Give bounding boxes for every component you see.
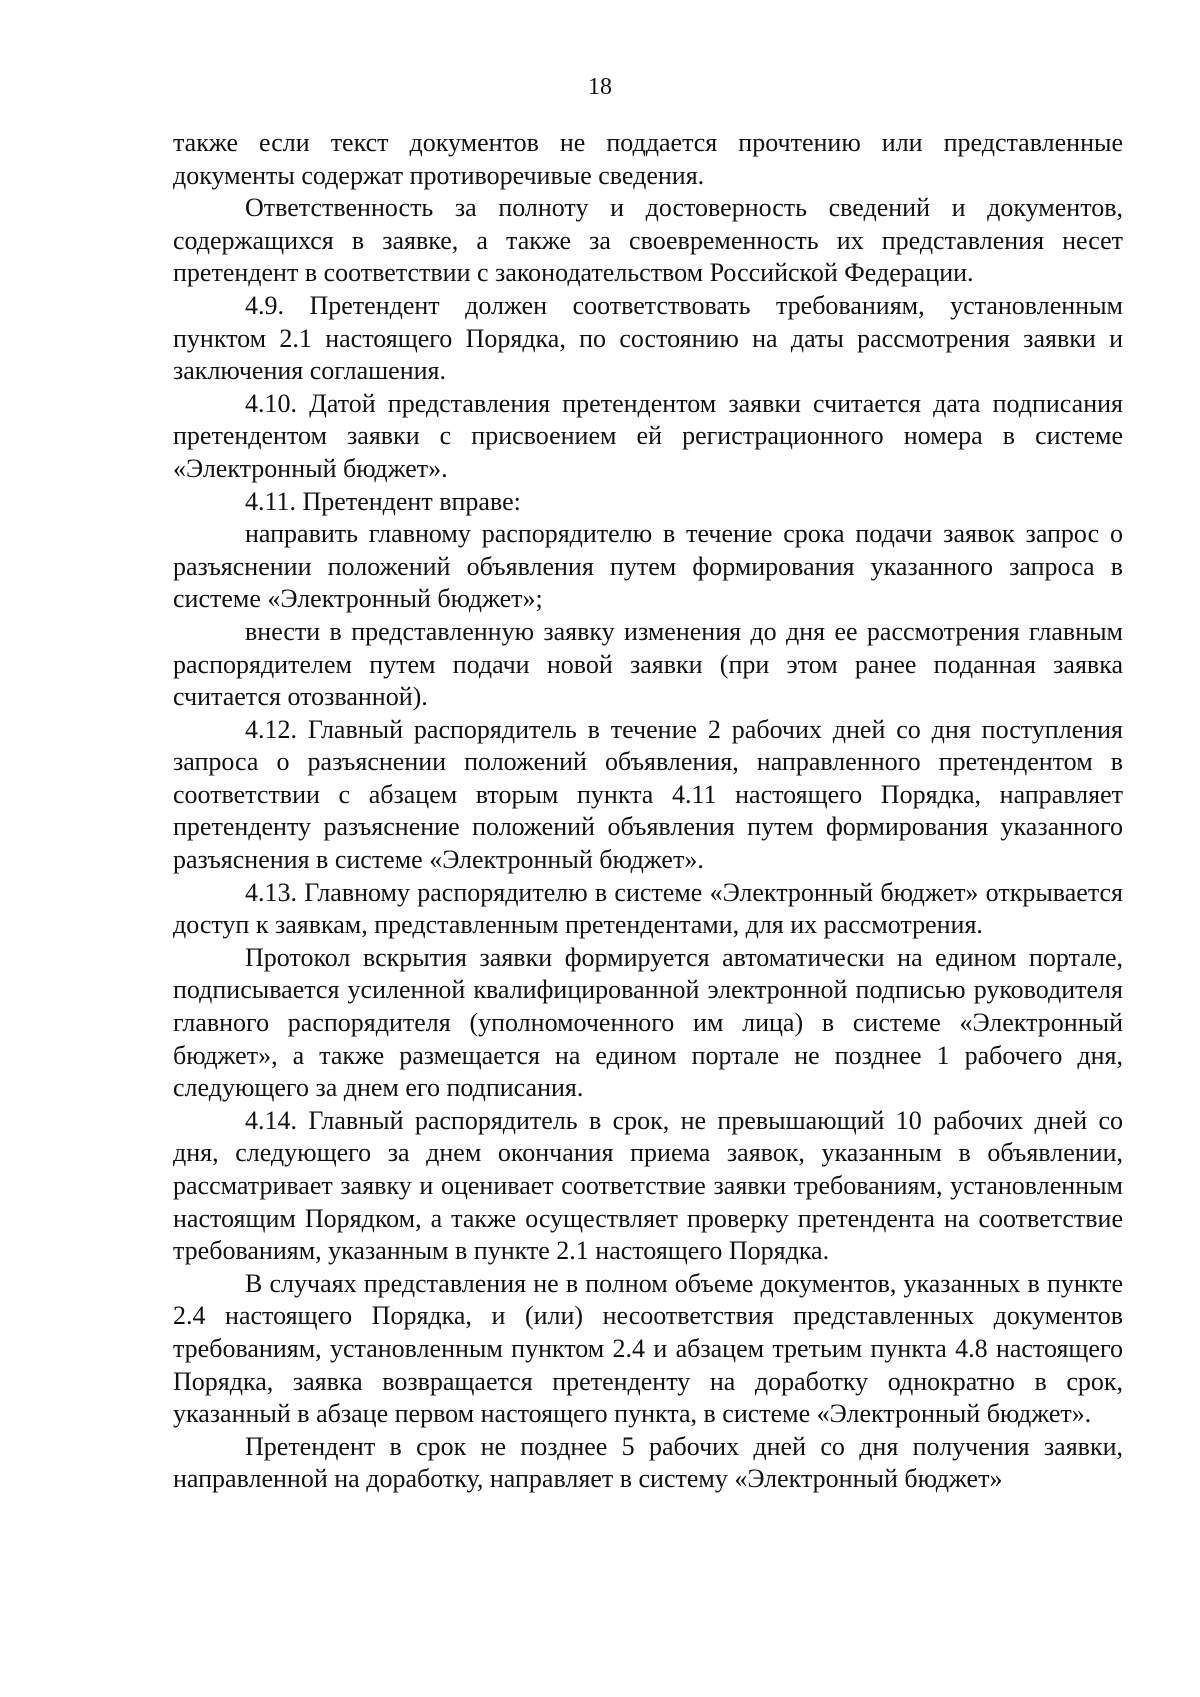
paragraph-applicant-resubmission: Претендент в срок не позднее 5 рабочих дней со дня получения заявки, направленной на доработку, направляет в систему «Электронный бюджет»: [173, 1431, 1123, 1494]
paragraph-4-10: 4.10. Датой представления претендентом заявки считается дата подписания претендентом заявки с присвоением ей регистрационного номера в системе «Электронный бюджет».: [173, 388, 1123, 483]
paragraph-continuation: также если текст документов не поддается прочтению или представленные документы содержат противоречивые сведения.: [173, 128, 1123, 190]
paragraph-return-for-revision: В случаях представления не в полном объеме документов, указанных в пункте 2.4 настоящего Порядка, и (или) несоответствия представленных документов требованиям, установленным пунктом 2.4 и абзацем третьим пункта 4.8 настоящего Порядка, заявка возвращается претенденту на доработку однократно в срок, указанный в абзаце первом настоящего пункта, в системе «Электронный бюджет».: [173, 1268, 1123, 1429]
page-number: 18: [588, 74, 612, 100]
paragraph-4-14: 4.14. Главный распорядитель в срок, не превышающий 10 рабочих дней со дня, следующего за днем окончания приема заявок, указанным в объявлении, рассматривает заявку и оценивает соответствие заявки требованиям, установленным настоящим Порядком, а также осуществляет проверку претендента на соответствие требованиям, указанным в пункте 2.1 настоящего Порядка.: [173, 1105, 1123, 1266]
paragraph-4-12: 4.12. Главный распорядитель в течение 2 рабочих дней со дня поступления запроса о разъяснении положений объявления, направленного претендентом в соответствии с абзацем вторым пункта 4.11 настоящего Порядка, направляет претенденту разъяснение положений объявления путем формирования указанного разъяснения в системе «Электронный бюджет».: [173, 714, 1123, 875]
paragraph-4-11-item-1: направить главному распорядителю в течение срока подачи заявок запрос о разъяснении положений объявления путем формирования указанного запроса в системе «Электронный бюджет»;: [173, 519, 1123, 614]
paragraph-4-13: 4.13. Главному распорядителю в системе «Электронный бюджет» открывается доступ к заявкам, представленным претендентами, для их рассмотрения.: [173, 877, 1123, 940]
document-body: [173, 127, 1123, 1496]
paragraph-4-9: 4.9. Претендент должен соответствовать требованиям, установленным пунктом 2.1 настоящего Порядка, по состоянию на даты рассмотрения заявки и заключения соглашения.: [173, 290, 1123, 386]
paragraph-opening-protocol: Протокол вскрытия заявки формируется автоматически на едином портале, подписывается усиленной квалифицированной электронной подписью руководителя главного распорядителя (уполномоченного им лица) в системе «Электронный бюджет», а также размещается на едином портале не позднее 1 рабочего дня, следующего за днем его подписания.: [173, 942, 1123, 1103]
paragraph-responsibility: Ответственность за полноту и достоверность сведений и документов, содержащихся в заявке, а также за своевременность их представления несет претендент в соответствии с законодательством Российской Федерации.: [173, 193, 1123, 288]
paragraph-4-11-item-2: внести в представленную заявку изменения до дня ее рассмотрения главным распорядителем путем подачи новой заявки (при этом ранее поданная заявка считается отозванной).: [173, 616, 1123, 712]
paragraph-4-11: 4.11. Претендент вправе:: [245, 486, 521, 516]
